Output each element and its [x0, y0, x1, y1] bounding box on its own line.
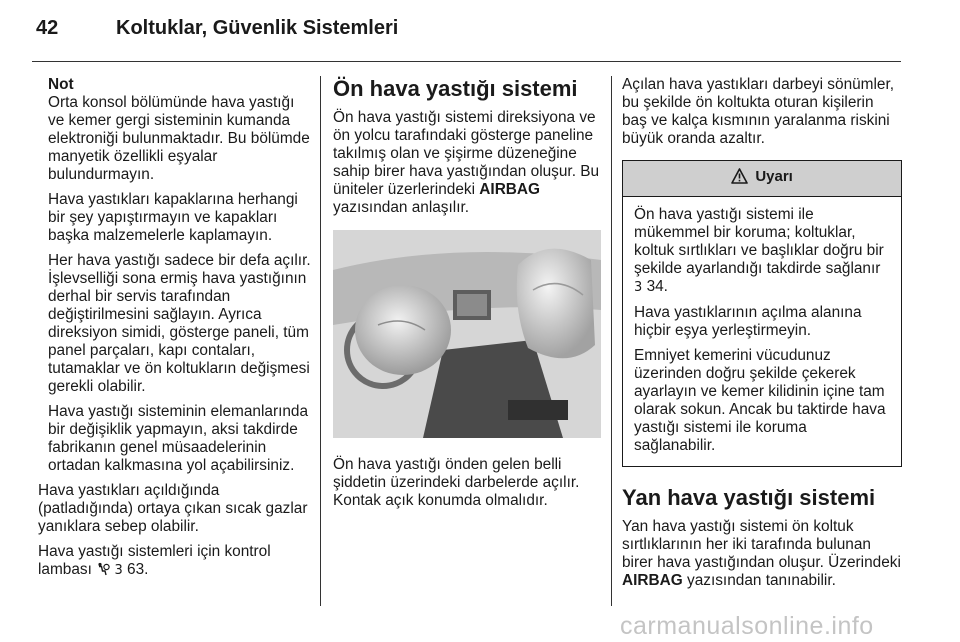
- body-paragraph: [333, 109, 603, 217]
- warning-box: [622, 160, 902, 467]
- page-title: Koltuklar, Güvenlik Sistemleri: [116, 17, 399, 39]
- warning-paragraph: [634, 206, 890, 297]
- note-paragraph: Her hava yastığı sadece bir defa açılır. İşlevselliği sona ermiş hava yastığının derhal bir servis tarafından değiştirilmesini sağlayın. Ayrıca direksiyon simidi, gösterge paneli, tüm panel parçaları, kapı contaları, tutamaklar ve ön koltukların değişmesi gerekli olabilir.: [48, 252, 311, 395]
- column-right: [622, 76, 902, 597]
- note-paragraph: Hava yastıkları kapaklarına herhangi bir şey yapıştırmayın ve kapakları başka malzemelerle kaplamayın.: [48, 191, 298, 244]
- airbag-label-text: AIRBAG: [622, 572, 683, 589]
- page-number: 42: [36, 17, 59, 39]
- watermark: carmanualsonline.info: [620, 612, 874, 640]
- airbag-label-text: AIRBAG: [479, 181, 541, 198]
- body-paragraph: [622, 518, 902, 590]
- body-paragraph-with-ref: [38, 543, 313, 581]
- note-paragraph: Orta konsol bölümünde hava yastığı ve kemer gergi sisteminin kumanda elektroniği bulunmaktadır. Bu bölümde manyetik özellikli eşyalar bulundurmayın.: [48, 94, 310, 183]
- warning-text: Ön hava yastığı sistemi ile mükemmel bir koruma; koltuklar, koltuk sırtlıkları ve başlıklar doğru bir şekilde ayarlandığı takdirde sağlanır: [634, 206, 884, 277]
- body-text: Hava yastığı sistemleri için kontrol lambası: [38, 543, 271, 578]
- column-left: [38, 76, 313, 588]
- body-text: Yan hava yastığı sistemi ön koltuk sırtlıklarının her iki tarafında bulunan birer hava yastığından oluşur. Üzerindeki: [622, 518, 901, 571]
- page-ref-symbol: 3: [634, 280, 643, 295]
- airbag-deployment-photo: [333, 230, 601, 438]
- note-block: [38, 76, 313, 475]
- note-heading: Not: [48, 76, 74, 93]
- page-ref: 63.: [127, 561, 149, 578]
- column-divider-1: [320, 76, 321, 606]
- section-title-side-airbag: Yan hava yastığı sistemi: [622, 485, 876, 510]
- page-ref-symbol: 3: [114, 563, 123, 578]
- body-paragraph: Açılan hava yastıkları darbeyi sönümler, bu şekilde ön koltukta oturan kişilerin baş ve kalça kısmının yaralanma riskini büyük oranda azaltır.: [622, 76, 895, 147]
- airbag-warning-icon: [96, 562, 110, 581]
- warning-title: Uyarı: [755, 168, 793, 185]
- page-ref: 34.: [646, 278, 668, 295]
- photo-caption: Ön hava yastığı önden gelen belli şiddetin üzerindeki darbelerde açılır. Kontak açık konumda olmalıdır.: [333, 456, 580, 509]
- warning-body: [623, 197, 901, 466]
- body-text: Ön hava yastığı sistemi direksiyona ve ön yolcu tarafındaki gösterge paneline takılmış olan ve şişirme düzeneğine sahip birer hava yastığından oluşur. Bu üniteler üzerlerindeki: [333, 109, 600, 198]
- body-paragraph: Hava yastıkları açıldığında (patladığında) ortaya çıkan sıcak gazlar yanıklara sebep olabilir.: [38, 482, 308, 535]
- warning-triangle-icon: [731, 168, 748, 188]
- column-divider-2: [611, 76, 612, 606]
- body-text: yazısından tanınabilir.: [687, 572, 836, 589]
- header-rule: [32, 61, 901, 62]
- column-middle: [333, 76, 603, 517]
- warning-paragraph: Hava yastıklarının açılma alanına hiçbir eşya yerleştirmeyin.: [634, 304, 862, 339]
- warning-header: [623, 161, 901, 197]
- warning-paragraph: Emniyet kemerini vücudunuz üzerinden doğru şekilde çekerek ayarlayın ve kemer kilidinin içine tam olarak sokun. Ancak bu taktirde hava yastığı sistemi ile koruma sağlanabilir.: [634, 347, 886, 454]
- section-title-front-airbag: Ön hava yastığı sistemi: [333, 76, 578, 101]
- note-paragraph: Hava yastığı sisteminin elemanlarında bir değişiklik yapmayın, aksi takdirde fabrikanın genel müsaadelerinin ortadan kalkmasına yol açabilirsiniz.: [48, 403, 309, 474]
- body-text: yazısından anlaşılır.: [333, 199, 470, 216]
